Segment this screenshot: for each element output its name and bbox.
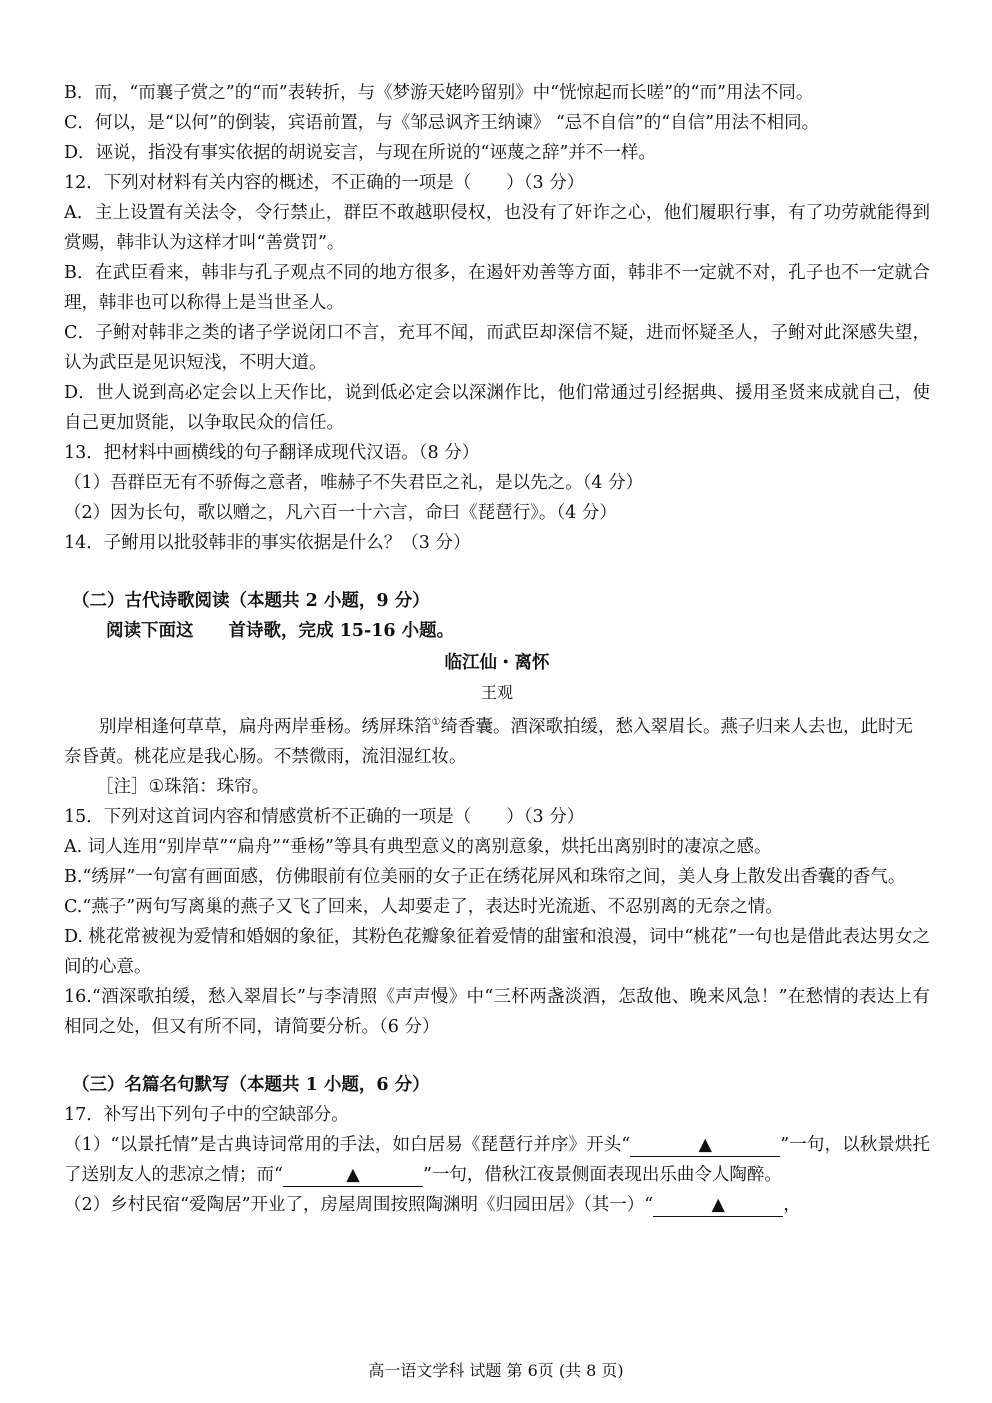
q15-option-d: D. 桃花常被视为爱情和婚姻的象征，其粉色花瓣象征着爱情的甜蜜和浪漫，词中“桃花”一句也是借此表达男女之间的心意。: [64, 926, 930, 977]
q17-part-1-text-b: ”一句，以秋景烘托了送别友人的悲凉之情；而“: [64, 1134, 930, 1185]
q12-option-d: D．世人说到高必定会以上天作比，说到低必定会以深渊作比，他们常通过引经据典、援用圣贤来成就自己，使自己更加贤能，以争取民众的信任。: [64, 383, 930, 433]
q15-stem: 15．下列对这首词内容和情感赏析不正确的一项是（ ）（3 分）: [64, 806, 585, 827]
q12-stem: 12．下列对材料有关内容的概述，不正确的一项是（ ）（3 分）: [64, 173, 585, 193]
q11-option-b: B．而，“而襄子赏之”的“而”表转折，与《梦游天姥吟留别》中“恍惊起而长嗟”的“而”用法不同。: [64, 83, 814, 103]
q17-part-2: [64, 1190, 930, 1220]
q16-stem: 16.“酒深歌拍缓，愁入翠眉长”与李清照《声声慢》中“三杯两盏淡酒，怎敌他、晚来风急！”在愁情的表达上有相同之处，但又有所不同，请简要分析。（6 分）: [64, 986, 930, 1037]
q14-stem: 14．子鲋用以批驳韩非的事实依据是什么？（3 分）: [64, 533, 471, 553]
poem-text: [64, 708, 930, 772]
q15-option-a: A. 词人连用“别岸草”“扁舟”“垂杨”等具有典型意义的离别意象，烘托出离别时的凄凉之感。: [64, 836, 772, 857]
section-2-heading: （二）古代诗歌阅读（本题共 2 小题，9 分）: [72, 591, 430, 611]
q15-option-b: B.“绣屏”一句富有画面感，仿佛眼前有位美丽的女子正在绣花屏风和珠帘之间，美人身上散发出香囊的香气。: [64, 866, 906, 887]
q11-option-c: C．何以，是“以何”的倒装，宾语前置，与《邹忌讽齐王纳谏》 “忌不自信”的“自信”用法不相同。: [64, 113, 820, 133]
page-footer: 高一语文学科 试题 第 6页 (共 8 页): [368, 1361, 624, 1380]
q17-part-1: [64, 1130, 930, 1190]
q17-part-2-text-b: ，: [783, 1194, 801, 1215]
section-3-heading: （三）名篇名句默写（本题共 1 小题，6 分）: [72, 1074, 430, 1095]
q11-option-d: D．诬说，指没有事实依据的胡说妄言，与现在所说的“诬蔑之辞”并不一样。: [64, 143, 656, 163]
q12-option-a: A．主上设置有关法令，令行禁止，群臣不敢越职侵权，也没有了奸诈之心，他们履职行事，有了功劳就能得到赏赐，韩非认为这样才叫“善赏罚”。: [64, 203, 930, 253]
exam-page: [64, 78, 930, 1220]
q17-stem: 17．补写出下列句子中的空缺部分。: [64, 1104, 349, 1125]
q12-option-c: C．子鲋对韩非之类的诸子学说闭口不言，充耳不闻，而武臣却深信不疑，进而怀疑圣人，子鲋对此深感失望，认为武臣是见识短浅，不明大道。: [64, 323, 930, 373]
section-2-instruction: 阅读下面这 首诗歌，完成 15-16 小题。: [106, 621, 455, 641]
poem-author: 王观: [480, 683, 513, 702]
poem-text-part-2: 绮香囊。酒深歌拍缓，愁入翠眉长。燕子归来人去也，此时无奈昏黄。桃花应是我心肠。不禁微雨，流泪湿红妆。: [64, 716, 913, 767]
q13-sentence-1: （1）吾群臣无有不骄侮之意者，唯赫子不失君臣之礼，是以先之。（4 分）: [64, 473, 644, 493]
answer-blank-3: ▲: [653, 1194, 783, 1217]
footnote-marker: ①: [431, 717, 441, 728]
answer-blank-1: ▲: [630, 1134, 780, 1157]
q17-part-1-text-c: ”一句，借秋江夜景侧面表现出乐曲令人陶醉。: [422, 1164, 782, 1185]
q13-stem: 13．把材料中画横线的句子翻译成现代汉语。（8 分）: [64, 443, 480, 463]
poem-footnote: ［注］①珠箔：珠帘。: [96, 776, 270, 797]
poem-text-part-1: 别岸相逢何草草，扁舟两岸垂杨。绣屏珠箔: [99, 716, 432, 737]
answer-blank-2: ▲: [283, 1164, 423, 1187]
poem-title: 临江仙・离怀: [444, 653, 550, 673]
q12-option-b: B．在武臣看来，韩非与孔子观点不同的地方很多，在遏奸劝善等方面，韩非不一定就不对，孔子也不一定就合理，韩非也可以称得上是当世圣人。: [64, 263, 930, 313]
q13-sentence-2: （2）因为长句，歌以赠之，凡六百一十六言，命曰《琵琶行》。（4 分）: [64, 503, 617, 523]
q17-part-1-text-a: （1）“以景托情”是古典诗词常用的手法，如白居易《琵琶行并序》开头“: [64, 1134, 631, 1155]
q15-option-c: C.“燕子”两句写离巢的燕子又飞了回来，人却要走了，表达时光流逝、不忍别离的无奈之情。: [64, 896, 783, 917]
q17-part-2-text-a: （2）乡村民宿“爱陶居”开业了，房屋周围按照陶渊明《归园田居》（其一）“: [64, 1194, 654, 1215]
